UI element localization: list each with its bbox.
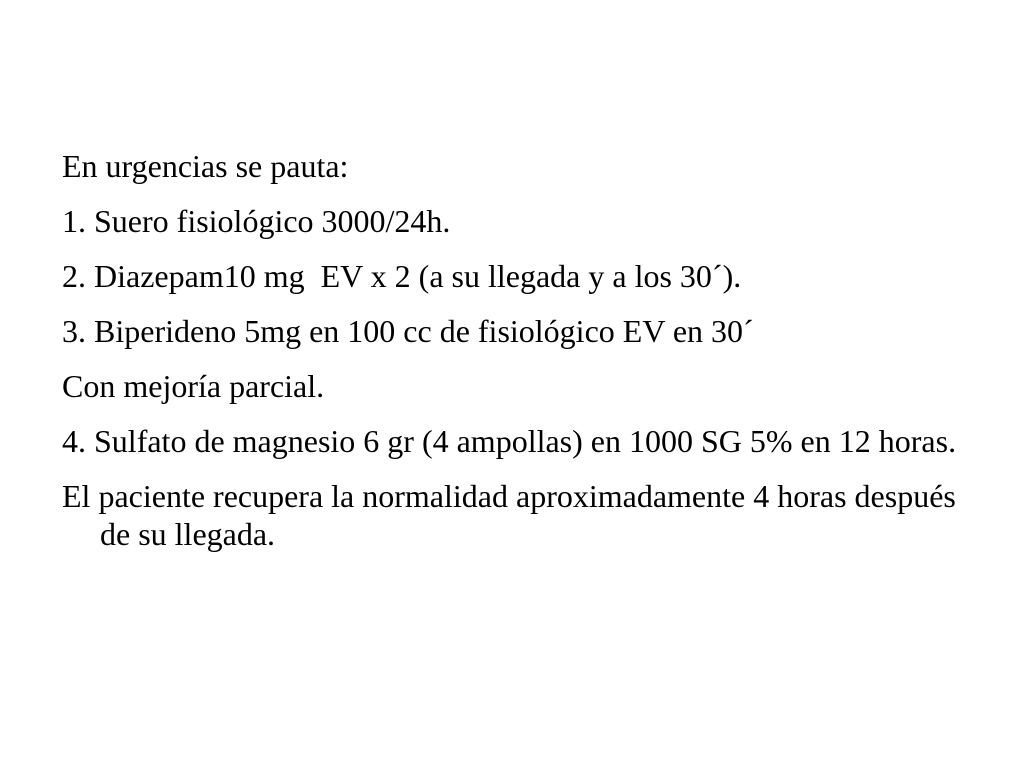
text-line-item-3: 3. Biperideno 5mg en 100 cc de fisiológico EV en 30´ [62, 313, 754, 349]
text-line-item-1: 1. Suero fisiológico 3000/24h. [62, 203, 451, 239]
text-line-intro: En urgencias se pauta: [62, 148, 349, 184]
text-line-item-2: 2. Diazepam10 mg EV x 2 (a su llegada y a los 30´). [62, 258, 742, 294]
text-line-improvement: Con mejoría parcial. [62, 368, 325, 404]
text-line-outcome: El paciente recupera la normalidad aproximadamente 4 horas después de su llegada. [62, 478, 964, 552]
slide-body [62, 147, 962, 570]
text-line-item-4: 4. Sulfato de magnesio 6 gr (4 ampollas) en 1000 SG 5% en 12 horas. [62, 423, 957, 459]
